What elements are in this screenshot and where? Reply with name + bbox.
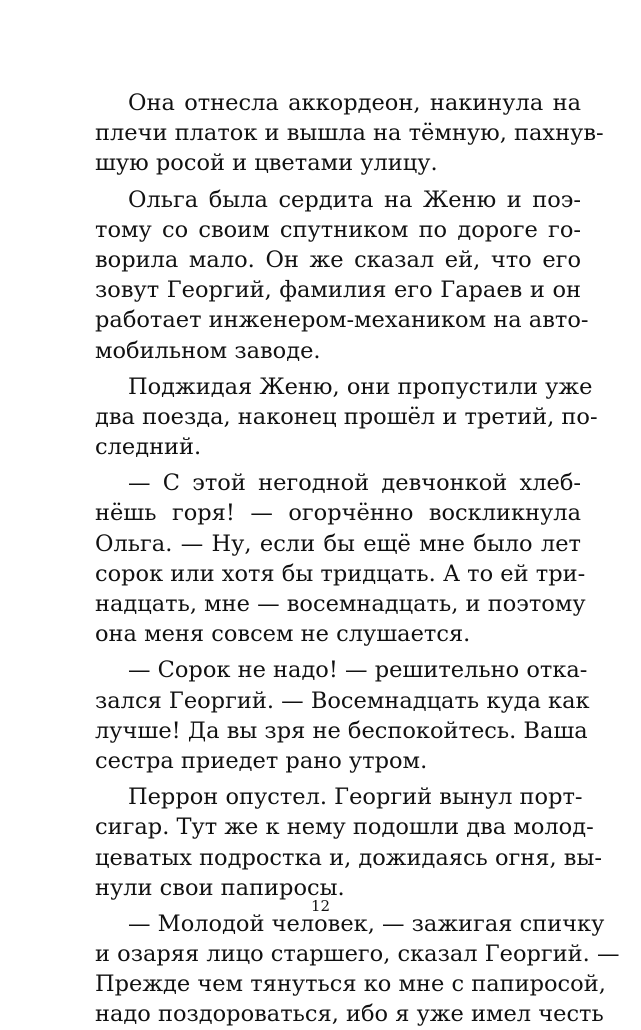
text-line: лучше! Да вы зря не беспокойтесь. Ваша (95, 717, 588, 744)
text-line: шую росой и цветами улицу. (95, 150, 438, 177)
paragraph (95, 88, 604, 179)
text-line: Прежде чем тянуться ко мне с папиросой, (95, 971, 606, 998)
paragraph (95, 185, 589, 366)
text-line: Перрон опустел. Георгий вынул порт- (128, 784, 583, 811)
text-line: она меня совсем не слушается. (95, 621, 471, 648)
text-line: мобильном заводе. (95, 337, 321, 364)
text-line: сорок или хотя бы тридцать. А то ей три- (95, 560, 586, 587)
text-line: цеватых подростка и, дожидаясь огня, вы- (95, 844, 602, 871)
text-line: зался Георгий. — Восемнадцать куда как (95, 687, 590, 714)
text-line: плечи платок и вышла на тёмную, пахнув- (95, 120, 604, 147)
paragraph (95, 468, 586, 649)
paragraph (95, 655, 590, 776)
text-line: нёшь горя! — огорчённо воскликнула (95, 500, 581, 527)
page-number: 12 (310, 897, 331, 915)
text-line: Ольга была сердита на Женю и поэ- (128, 186, 581, 213)
text-line: нули свои папиросы. (95, 874, 345, 901)
text-line: тому со своим спутником по дороге го- (95, 216, 581, 243)
text-line: надцать, мне — восемнадцать, и поэтому (95, 591, 586, 617)
text-line: — Сорок не надо! — решительно отка- (128, 657, 588, 684)
text-line: сестра приедет рано утром. (95, 747, 428, 774)
text-line: два поезда, наконец прошёл и третий, по- (95, 403, 598, 430)
paragraph (95, 782, 602, 903)
text-line: Она отнесла аккордеон, накинула на (128, 90, 581, 116)
paragraph (95, 372, 598, 463)
text-line: — С этой негодной девчонкой хлеб- (128, 470, 581, 497)
text-line: следний. (95, 434, 202, 461)
text-line: Поджидая Женю, они пропустили уже (128, 373, 593, 400)
text-line: работает инженером-механиком на авто- (95, 307, 589, 334)
page-text (95, 88, 620, 1030)
text-line: и озаряя лицо старшего, сказал Георгий. — (95, 941, 620, 968)
text-line: надо поздороваться, ибо я уже имел честь (95, 1001, 604, 1028)
paragraph (95, 909, 620, 1030)
text-line: — Молодой человек, — зажигая спичку (128, 910, 605, 937)
text-line: Ольга. — Ну, если бы ещё мне было лет (95, 530, 581, 557)
text-line: зовут Георгий, фамилия его Гараев и он (95, 277, 581, 304)
text-line: сигар. Тут же к нему подошли два молод- (95, 814, 594, 841)
text-line: ворила мало. Он же сказал ей, что его (95, 246, 581, 273)
